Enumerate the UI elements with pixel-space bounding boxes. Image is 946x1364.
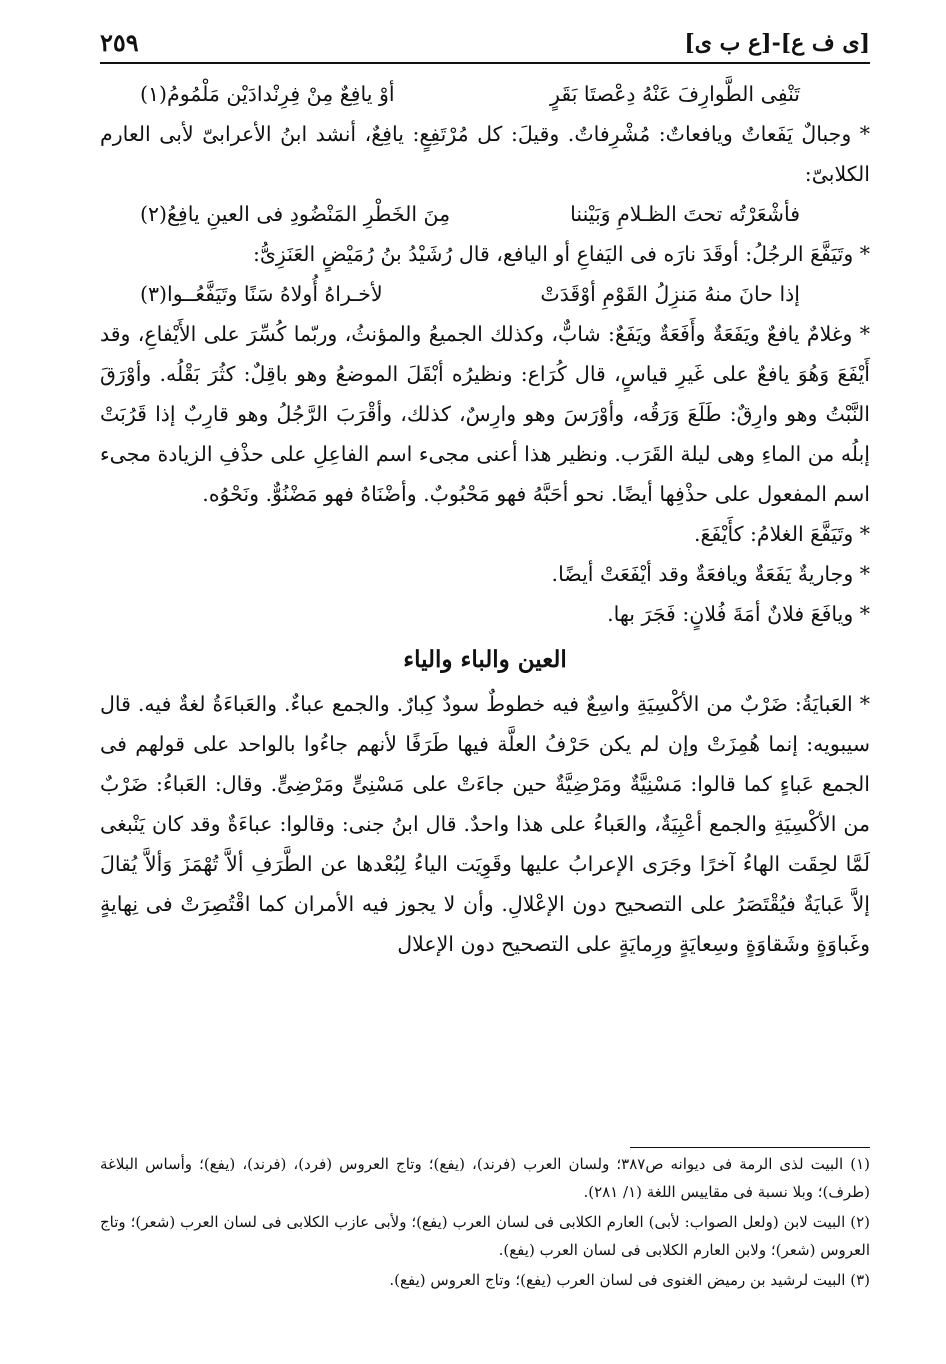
verse-hemistich-right: إذا حانَ منهُ مَنزِلُ القَوْمِ أوْقَدَتْ	[540, 282, 800, 306]
section-title: العين والباء والياء	[403, 646, 567, 673]
verse-hemistich-left: أوْ يافِعٌ مِنْ فِرِنْدادَيْن مَلْمُومُ(١)	[140, 82, 395, 106]
footnote: (١) البيت لذى الرمة فى ديوانه ص٣٨٧؛ ولسان العرب (فرند)، (يفع)؛ وتاج العروس (فرد)، (فرند)، (يفع)؛ وأساس البلاغة (طرف)؛ وبلا نسبة فى مقاييس اللغة (١/ ٢٨١).	[100, 1155, 870, 1201]
verse-line	[100, 194, 870, 234]
verse-line	[100, 274, 870, 314]
entry-paragraph: * ويافَعَ فلانٌ أمَةَ فُلانٍ: فَجَرَ بها.	[607, 602, 870, 626]
entry-paragraph: * وجاريةٌ يَفَعَةٌ ويافعَةٌ وقد أيْفَعَتْ أيضًا.	[551, 562, 870, 586]
verse-hemistich-right: فأشْعَرْتُه تحتَ الظـلامِ وَبَيْننا	[570, 202, 800, 226]
page-header	[100, 28, 870, 64]
verse-line	[100, 74, 870, 114]
entry-paragraph: * وغلامٌ يافعٌ ويَفَعَةٌ وأَفَعَةٌ ويَفَعٌ: شابٌّ، وكذلك الجميعُ والمؤنثُ، وربّما كُسِّرَ على الأَيْفاعِ، وقد أَيْفَعَ وَهُوَ يافعٌ على غَيرِ قياسٍ، قال كُرَاع: ونظيرُه أبْقَلَ الموضعُ وهو باقِلٌ: كثُرَ بَقْلُه. وأوْرَقَ النَّبْتُ وهو وارِقٌ: طَلَعَ وَرَقُه، وأوْرَسَ وهو وارِسٌ، كذلك، وأقْرَبَ الرَّجُلُ وهو قارِبٌ إذا قَرُبَتْ إبلُه من الماءِ وهى ليلة القَرَب. ونظير هذا أعنى مجىء اسم الفاعِلِ على حذْفِ الزيادة مجىء اسم المفعول على حذْفِها أيضًا. نحو أحَبَّهُ فهو مَحْبُوبٌ. وأضْنَاهُ فهو مَضْنُوٌّ. ونَحْوُه.	[100, 322, 870, 506]
footnotes	[100, 1150, 870, 1296]
footnote: (٢) البيت لابن (ولعل الصواب: لأبى) العارم الكلابى فى لسان العرب (يفع)؛ ولأبى عازب الكلابى فى لسان العرب (شعر)؛ وتاج العروس (شعر)؛ ولابن العارم الكلابى فى لسان العرب (يفع).	[100, 1213, 870, 1259]
entry-paragraph: * وجبالٌ يَفَعاتٌ ويافعاتٌ: مُشْرِفاتٌ. وقيلَ: كل مُرْتَفِعٍ: يافِعٌ، أنشد ابنُ الأعرابىّ لأبى العارم الكلابىّ:	[100, 122, 870, 186]
main-text	[100, 74, 870, 964]
footnote-divider	[630, 1147, 870, 1148]
entry-paragraph: * وتَيَفَّعَ الرجُلُ: أوقَدَ نارَه فى اليَفاعِ أو اليافع، قال رُشَيْدُ بنُ رُمَيْضٍ العَنَزِىُّ:	[252, 242, 870, 266]
footnote: (٣) البيت لرشيد بن رميض الغنوى فى لسان العرب (يفع)؛ وتاج العروس (يفع).	[389, 1271, 870, 1289]
entry-paragraph: * العَبايَةُ: ضَرْبٌ من الأكْسِيَةِ واسِعٌ فيه خطوطٌ سودٌ كِبارٌ. والجمع عباءٌ. والعَباءَةُ لغةٌ فيه. قال سيبويه: إنما هُمِزَتْ وإن لم يكن حَرْفُ العلَّة فيها طَرَفًا لأنهم جاءُوا بالواحد على قولهم فى الجمع عَباءٍ كما قالوا: مَسْنِيَّةٌ ومَرْضِيَّةٌ حين جاءَتْ على مَسْنِىٍّ ومَرْضِىٍّ. وقال: العَباءُ: ضَرْبٌ من الأكْسِيَةِ والجمع أعْبِيَةٌ، والعَباءُ على هذا واحدٌ. قال ابنُ جنى: وقالوا: عباءَةٌ وقد كان يَنْبغى لَمَّا لحِقَت الهاءُ آخرًا وجَرَى الإعرابُ عليها وقَوِيَت الياءُ لِبُعْدها عن الطَّرَفِ ألاَّ تُهْمَزَ وَألاَّ يُقالَ إلاَّ عَبايَةٌ فيُقْتَصَرُ على التصحيح دون الإعْلالِ. وأن لا يجوز فيه الأمران كما اقْتُصِرَتْ فى نِهايةٍ وغَباوَةٍ وشَقاوَةٍ وسِعايَةٍ ورِمايَةٍ على التصحيح دون الإعلال	[100, 692, 870, 956]
page-number: ٢٥٩	[100, 28, 139, 57]
verse-hemistich-right: تَنْفِى الطَّوارِفَ عَنْهُ دِعْصتَا بَقَرٍ	[550, 82, 800, 106]
verse-hemistich-left: لأخـراهُ أُولاهُ سَنًا وتَيَفَّعُــوا(٣)	[140, 282, 383, 306]
verse-hemistich-left: مِنَ الخَطْرِ المَنْضُودِ فى العينِ يافِعُ(٢)	[140, 202, 451, 226]
root-section-label: [ى ف ع]-[ع ب ى]	[684, 30, 870, 56]
entry-paragraph: * وتَيَفَّعَ الغلامُ: كأَيْفَعَ.	[693, 522, 870, 546]
